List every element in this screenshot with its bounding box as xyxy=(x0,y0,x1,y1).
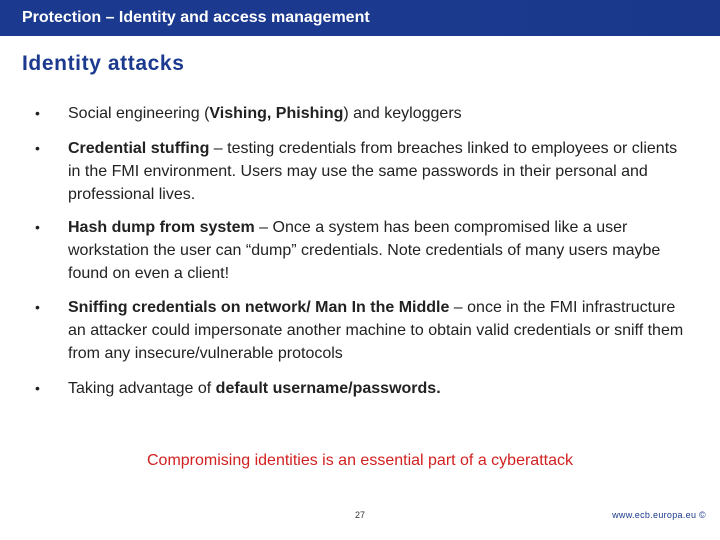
footer-url[interactable]: www.ecb.europa.eu © xyxy=(612,510,706,520)
bullet-item xyxy=(35,102,688,125)
bullet-marker: • xyxy=(35,219,40,235)
bullet-marker: • xyxy=(35,380,40,396)
bullet-item xyxy=(35,377,688,400)
slide-title: Identity attacks xyxy=(22,52,185,75)
bullet-text: Social engineering ( xyxy=(68,105,210,122)
bullet-marker: • xyxy=(35,299,40,315)
bullet-item xyxy=(35,216,688,285)
bullet-text: – testing credentials from breaches linked to employees or clients in the FMI environment. Users may use the same passwords in their personal and professional lives. xyxy=(68,140,678,203)
bullet-marker: • xyxy=(35,105,40,121)
bullet-text: – Once a system has been compromised like a user workstation the user can “dump” credentials. Note credentials of many users maybe found on even a client! xyxy=(68,219,661,282)
bullet-bold-text: default username/passwords. xyxy=(215,380,441,397)
bullet-bold-text: Hash dump from system xyxy=(68,219,255,236)
bullet-text: – once in the FMI infrastructure an attacker could impersonate another machine to obtain valid credentials or sniff them from any insecure/vulnerable protocols xyxy=(68,299,684,362)
bullet-marker: • xyxy=(35,140,40,156)
header-title: Protection – Identity and access management xyxy=(22,9,370,26)
callout-text: Compromising identities is an essential part of a cyberattack xyxy=(147,452,573,469)
bullet-text: Taking advantage of xyxy=(68,380,216,397)
bullet-bold-text: Vishing, Phishing xyxy=(209,105,344,122)
bullet-item xyxy=(35,137,688,206)
page-number: 27 xyxy=(354,510,365,520)
bullet-item xyxy=(35,296,688,365)
bullet-bold-text: Sniffing credentials on network/ Man In the Middle xyxy=(68,299,450,316)
header-bar xyxy=(0,0,720,36)
bullet-bold-text: Credential stuffing xyxy=(68,140,210,157)
bullet-text: ) and keyloggers xyxy=(343,105,462,122)
